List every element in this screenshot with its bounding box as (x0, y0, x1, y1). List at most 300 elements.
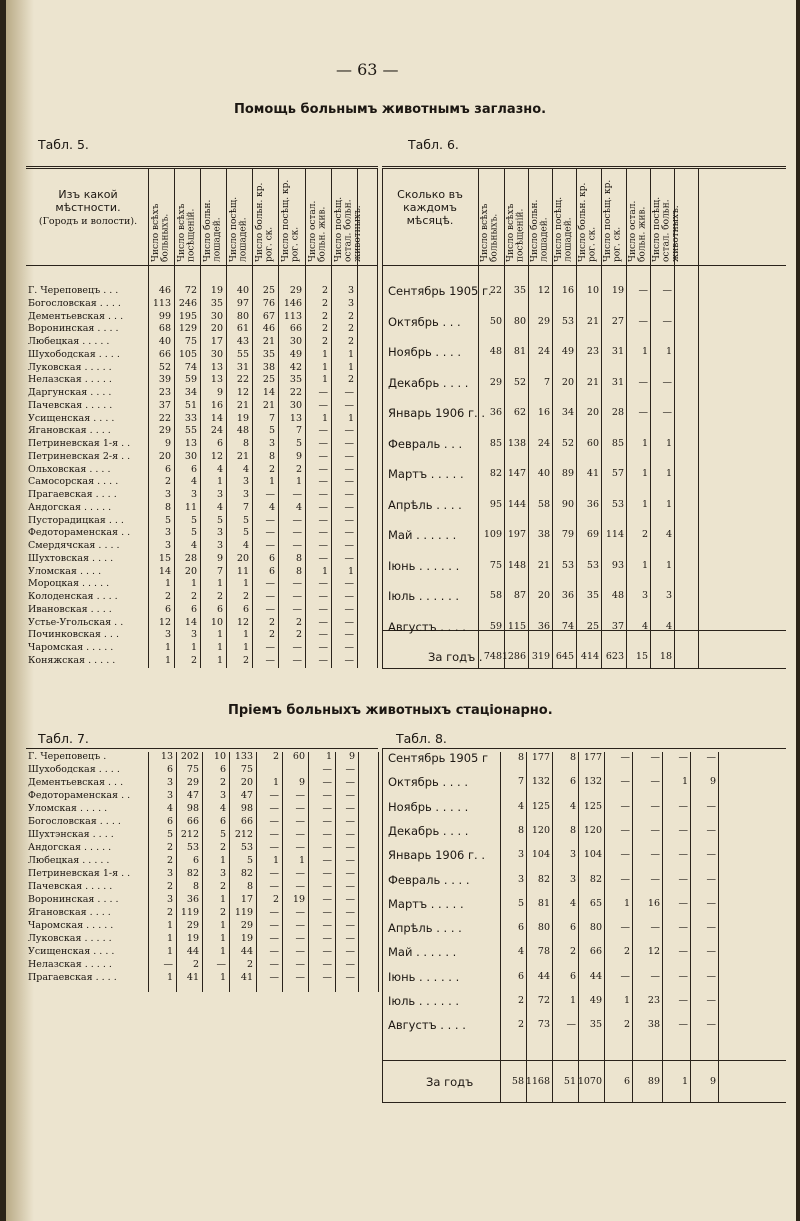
table5-row-label: Петриневская 2-я . . (28, 450, 131, 462)
table8-cell: 66 (589, 946, 602, 958)
table7-cell: — (345, 959, 355, 970)
table7-cell: — (295, 907, 305, 918)
table5-cell: 49 (289, 348, 302, 360)
table8-cell: 8 (517, 824, 524, 836)
table8-cell: — (678, 752, 688, 763)
table8-cell: 6 (569, 922, 576, 934)
table8-cell: 104 (583, 849, 602, 861)
table5-cell: 3 (164, 527, 171, 539)
table7-cell: — (345, 803, 355, 814)
table5-cell: 5 (190, 527, 197, 539)
table6-cell: 4 (641, 620, 648, 632)
table6-cell: 41 (586, 468, 599, 479)
table6-total-cell: 748 (483, 651, 502, 662)
table6-cell: — (662, 315, 672, 327)
table7-cell: — (216, 959, 226, 970)
table8-cell: 4 (569, 897, 576, 909)
table7-cell: — (295, 933, 305, 944)
table7-label: Табл. 7. (38, 731, 89, 746)
table7-cell: — (345, 946, 355, 957)
table5-row-label: Пусторадицкая . . . (28, 514, 124, 526)
table8-cell: 44 (537, 970, 550, 982)
table5-cell: 20 (158, 450, 171, 462)
table6-cell: 74 (561, 620, 574, 632)
table6-cell: 79 (561, 529, 574, 540)
table5-cell: 35 (262, 348, 275, 360)
table5-cell: 34 (184, 387, 197, 398)
table5-cell: 51 (184, 399, 197, 411)
table7-cell: — (345, 881, 355, 892)
table5-cell: 24 (210, 425, 223, 437)
table7-row-label: Ягановская . . . . (28, 907, 111, 918)
table8-cell: — (620, 970, 630, 982)
table7-cell: — (345, 868, 355, 879)
table6-cell: 12 (537, 285, 550, 296)
table8-cell: 81 (537, 897, 550, 909)
table5-cell: 113 (283, 310, 302, 322)
table8-cell: 9 (709, 776, 716, 788)
table6-total-cell: 1286 (501, 651, 526, 662)
table5-row-label: Федотораменская . . (28, 527, 131, 539)
table5-cell: 1 (321, 412, 328, 424)
table5-column-header: Число остал. больн. жив. (308, 200, 328, 262)
table6-cell: 7 (543, 376, 550, 388)
table8-cell: 78 (537, 946, 550, 958)
table8-cell: — (678, 946, 688, 958)
table8-cell: — (678, 970, 688, 982)
table5-cell: — (292, 489, 302, 500)
table7-cell: 1 (166, 972, 173, 983)
table6-cell: 25 (586, 620, 599, 632)
table7-cell: 6 (192, 855, 199, 866)
table6-cell: 27 (611, 315, 624, 327)
table5-cell: 2 (268, 629, 275, 641)
table5-row-label: Самосорская . . . . (28, 476, 119, 488)
table8-row-label: Іюнь . . . . . . (388, 969, 460, 984)
table5-cell: 1 (321, 565, 328, 577)
table7-cell: — (322, 764, 332, 775)
table8-row-label: Іюль . . . . . . (388, 994, 460, 1008)
table5-cell: — (265, 603, 275, 615)
table6-cell: 80 (513, 315, 526, 327)
table6-row-label: Іюнь . . . . . . (388, 558, 460, 573)
table8-cell: — (620, 922, 630, 934)
table6-cell: 93 (611, 559, 624, 571)
table8-cell: 8 (569, 752, 576, 763)
table8-cell: — (620, 800, 630, 812)
table5-cell: 20 (184, 565, 197, 577)
table7-cell: — (322, 842, 332, 853)
table6-top-rule-2 (382, 168, 786, 169)
table6-cell: 21 (586, 315, 599, 327)
table8-cell: 4 (517, 800, 524, 812)
table5-cell: 25 (262, 374, 275, 386)
table8-cell: 3 (517, 873, 524, 885)
table5-cell: — (265, 642, 275, 653)
table5-cell: 8 (268, 450, 275, 462)
table7-row-label: Любецкая . . . . . (28, 855, 110, 866)
table5-cell: 11 (236, 565, 249, 577)
table7-cell: 2 (219, 842, 226, 853)
table6-cell: 52 (561, 437, 574, 449)
table5-cell: — (344, 425, 354, 437)
table6-row-label: Іюль . . . . . . (388, 589, 460, 603)
table7-cell: 98 (186, 803, 199, 814)
table8-cell: — (706, 995, 716, 1006)
table5-cell: 4 (216, 501, 223, 513)
table7-row-label: Петриневская 1-я . . (28, 868, 131, 879)
table7-cell: — (295, 920, 305, 931)
table5-cell: — (265, 578, 275, 590)
table6-cell: 1 (665, 498, 672, 510)
table5-row-label: Г. Череповецъ . . . (28, 285, 119, 296)
table5-cell: — (318, 399, 328, 411)
table5-cell: 3 (268, 438, 275, 449)
table8-cell: 8 (517, 752, 524, 763)
table5-cell: 10 (210, 616, 223, 628)
table5-cell: 46 (158, 285, 171, 296)
table7-cell: 1 (298, 855, 305, 866)
table7-cell: 20 (240, 777, 253, 788)
table7-cell: — (322, 933, 332, 944)
table6-total-cell: 414 (580, 651, 599, 662)
table7-cell: 1 (272, 777, 279, 788)
table5-label: Табл. 5. (38, 137, 89, 152)
table7-cell: — (345, 855, 355, 866)
table6-cell: 20 (561, 376, 574, 388)
table8-cell: 16 (647, 897, 660, 909)
table6-column-header: Число всѣхъ посѣщеній. (506, 203, 526, 262)
table5-cell: 2 (190, 654, 197, 666)
table8-cell: — (650, 776, 660, 788)
table7-cell: 1 (325, 751, 332, 762)
table7-cell: 2 (219, 777, 226, 788)
table8-cell: 6 (569, 776, 576, 788)
table7-cell: 29 (240, 920, 253, 931)
table5-cell: 2 (321, 310, 328, 322)
table5-cell: 22 (236, 374, 249, 386)
table8-cell: 38 (647, 1019, 660, 1031)
table5-cell: 66 (158, 348, 171, 360)
table7-cell: — (269, 920, 279, 931)
table5-cell: — (318, 489, 328, 500)
table5-cell: — (318, 387, 328, 398)
table7-row-label: Андогская . . . . . (28, 842, 112, 853)
table5-row-label: Починковская . . . (28, 629, 119, 641)
table5-cell: — (318, 629, 328, 641)
table5-cell: 28 (184, 552, 197, 564)
table7-cell: 2 (166, 881, 173, 892)
table6-cell: 60 (586, 437, 599, 449)
table6-cell: 23 (586, 346, 599, 357)
table6-cell: 58 (489, 590, 502, 601)
table5-cell: 16 (210, 399, 223, 411)
table5-cell: 59 (184, 374, 197, 386)
table5-cell: 1 (216, 642, 223, 653)
table6-row-label: Сентябрь 1905 г. (388, 284, 492, 298)
table5-row-label: Колоденская . . . . (28, 591, 118, 602)
table5-cell: — (344, 450, 354, 462)
table5-cell: 5 (295, 438, 302, 449)
table5-cell: 30 (289, 399, 302, 411)
table7-cell: 133 (234, 751, 253, 762)
table5-cell: 30 (289, 336, 302, 347)
table8-cell: — (706, 849, 716, 861)
table5-top-rule (26, 166, 378, 167)
table6-cell: 59 (489, 620, 502, 632)
table7-cell: 2 (166, 855, 173, 866)
table5-cell: 2 (295, 463, 302, 475)
table5-cell: 12 (236, 616, 249, 628)
table5-row-label: Ольховская . . . . (28, 463, 111, 475)
table5-cell: 1 (242, 629, 249, 641)
table5-cell: 2 (164, 591, 171, 602)
table5-cell: 4 (295, 501, 302, 513)
table6-row-label: Ноябрь . . . . (388, 345, 462, 359)
table8-cell: — (566, 1019, 576, 1031)
table5-cell: — (292, 654, 302, 666)
table8-cell: 120 (583, 824, 602, 836)
table6-cell: 16 (537, 407, 550, 418)
table6-cell: 20 (586, 407, 599, 418)
table7-row-label: Пачевская . . . . . (28, 881, 113, 892)
page-number: — 63 — (336, 60, 399, 79)
table7-cell: 6 (219, 816, 226, 827)
table6-cell: — (662, 407, 672, 418)
table6-column-divider (698, 168, 699, 668)
table6-cell: 53 (561, 315, 574, 327)
table8-cell: 80 (537, 922, 550, 934)
table8-row-label: Декабрь . . . . (388, 823, 469, 838)
table5-cell: 14 (158, 565, 171, 577)
table5-cell: 2 (268, 463, 275, 475)
table5-cell: 13 (210, 374, 223, 386)
table6-cell: 36 (489, 407, 502, 418)
table7-cell: — (322, 907, 332, 918)
table6-total-cell: 645 (555, 651, 574, 662)
table5-cell: 2 (242, 591, 249, 602)
table7-cell: 75 (186, 764, 199, 775)
table5-cell: 2 (216, 591, 223, 602)
table6-cell: 1 (665, 346, 672, 357)
table5-cell: 2 (321, 297, 328, 309)
table5-cell: 72 (184, 285, 197, 296)
table8-row-label: Ноябрь . . . . . (388, 799, 469, 814)
table8-cell: — (678, 922, 688, 934)
table5-cell: 19 (236, 412, 249, 424)
table5-cell: 21 (262, 336, 275, 347)
table5-cell: 74 (184, 361, 197, 373)
table6-total-cell: 15 (635, 651, 648, 662)
table5-cell: 30 (210, 310, 223, 322)
table6-cell: 1 (665, 468, 672, 479)
table8-cell: 2 (517, 995, 524, 1006)
table7-cell: 3 (219, 868, 226, 879)
table5-cell: 7 (216, 565, 223, 577)
table6-total-cell: 623 (605, 651, 624, 662)
table5-cell: 3 (164, 489, 171, 500)
table6-bottom-rule (382, 668, 786, 669)
table6-cell: 35 (586, 590, 599, 601)
table8-row-label: Сентябрь 1905 г (388, 751, 489, 765)
table8-cell: 6 (517, 970, 524, 982)
table8-total-cell: 1168 (525, 1076, 550, 1087)
table7-cell: 2 (166, 907, 173, 918)
table6-cell: 82 (489, 468, 502, 479)
table8-cell: — (650, 849, 660, 861)
table7-row-label: Воронинская . . . . (28, 894, 119, 905)
table7-cell: — (295, 881, 305, 892)
table5-cell: — (292, 578, 302, 590)
table5-row-label: Прагаевская . . . . (28, 489, 117, 500)
table5-cell: 2 (321, 285, 328, 296)
table5-cell: 3 (242, 476, 249, 488)
table8-total-cell: 51 (563, 1076, 576, 1087)
table8-cell: 35 (589, 1019, 602, 1031)
table7-cell: — (322, 816, 332, 827)
table5-row-label: Богословская . . . . (28, 297, 121, 309)
table5-cell: 1 (347, 565, 354, 577)
table6-cell: 19 (611, 285, 624, 296)
table8-row-label: Августъ . . . . (388, 1018, 466, 1033)
table5-cell: 1 (295, 476, 302, 488)
table8-cell: — (706, 824, 716, 836)
table5-cell: — (344, 552, 354, 564)
table7-cell: 4 (219, 803, 226, 814)
table5-cell: 7 (268, 412, 275, 424)
table5-cell: 1 (242, 578, 249, 590)
table8-cell: 125 (583, 800, 602, 812)
table6-cell: 53 (586, 559, 599, 571)
table6-cell: 28 (611, 407, 624, 418)
table5-cell: 9 (216, 387, 223, 398)
table8-cell: 6 (569, 970, 576, 982)
table5-cell: 2 (190, 591, 197, 602)
table7-row-label: Уломская . . . . . (28, 803, 108, 814)
table6-cell: 48 (489, 346, 502, 357)
table8-row-label: Февраль . . . . (388, 872, 470, 887)
table6-label: Табл. 6. (408, 137, 459, 152)
table6-row-label: Май . . . . . . (388, 528, 457, 542)
table5-cell: 37 (158, 399, 171, 411)
table5-cell: 14 (262, 387, 275, 398)
table8-cell: 177 (531, 752, 550, 763)
table5-cell: 2 (347, 310, 354, 322)
table7-cell: 2 (166, 842, 173, 853)
table5-column-header: Число посѣщ. остал. больн. животныхъ. (334, 196, 363, 262)
table5-cell: 61 (236, 323, 249, 335)
table5-cell: 2 (295, 616, 302, 628)
table8-cell: — (620, 776, 630, 788)
table7-cell: 8 (246, 881, 253, 892)
table7-cell: — (322, 777, 332, 788)
table5-cell: — (318, 527, 328, 539)
table5-header (28, 188, 148, 227)
table7-cell: 202 (180, 751, 199, 762)
table6-cell: 21 (537, 559, 550, 571)
table5-cell: — (265, 514, 275, 526)
table5-cell: 3 (216, 489, 223, 500)
table7-cell: 17 (240, 894, 253, 905)
table5-cell: 99 (158, 310, 171, 322)
table5-cell: 31 (236, 361, 249, 373)
table5-header-sub: (Городъ и волости). (38, 216, 138, 227)
table6-cell: 1 (641, 559, 648, 571)
table5-cell: 43 (236, 336, 249, 347)
table6-cell: 1 (641, 437, 648, 449)
table7-cell: 1 (166, 933, 173, 944)
table8-cell: — (706, 970, 716, 982)
table8-cell: — (706, 800, 716, 812)
table7-cell: — (345, 842, 355, 853)
table7-cell: 2 (219, 907, 226, 918)
table5-cell: 21 (236, 450, 249, 462)
table5-cell: 5 (164, 514, 171, 526)
table6-row-label: Октябрь . . . (388, 314, 461, 329)
table6-cell: 89 (561, 468, 574, 479)
table6-cell: 24 (537, 437, 550, 449)
table5-cell: — (292, 527, 302, 539)
table5-cell: 2 (347, 323, 354, 335)
table7-cell: — (345, 777, 355, 788)
table5-cell: 3 (347, 297, 354, 309)
table5-cell: 1 (216, 578, 223, 590)
table7-cell: 44 (240, 946, 253, 957)
table5-cell: 23 (158, 387, 171, 398)
table5-row-label: Дементьевская . . . (28, 310, 124, 322)
table6-cell: 109 (483, 529, 502, 540)
table5-cell: 66 (289, 323, 302, 335)
table5-cell: 75 (184, 336, 197, 347)
table5-cell: 146 (283, 297, 302, 309)
table5-row-label: Чаромская . . . . . (28, 642, 114, 653)
table7-column-divider (358, 752, 359, 992)
table5-column-header: Число больн. лошадей. (203, 199, 223, 262)
table6-cell: 69 (586, 529, 599, 540)
table6-cell: 22 (489, 285, 502, 296)
table5-cell: — (344, 501, 354, 513)
table5-cell: 1 (190, 578, 197, 590)
table8-cell: 8 (569, 824, 576, 836)
table5-cell: 5 (242, 527, 249, 539)
table6-cell: 1 (641, 468, 648, 479)
table7-cell: — (295, 816, 305, 827)
table5-row-label: Даргунская . . . . (28, 387, 112, 398)
table5-row-label: Коняжская . . . . . (28, 654, 116, 666)
table7-cell: 53 (186, 842, 199, 853)
table5-cell: 21 (236, 399, 249, 411)
table6-cell: 49 (561, 346, 574, 357)
table5-cell: 8 (295, 565, 302, 577)
table7-cell: — (269, 933, 279, 944)
table5-cell: — (318, 552, 328, 564)
table5-cell: 5 (242, 514, 249, 526)
table8-cell: — (706, 873, 716, 885)
table6-cell: 85 (611, 437, 624, 449)
table7-cell: 1 (219, 855, 226, 866)
table8-cell: 2 (623, 1019, 630, 1031)
table8-cell: 132 (531, 776, 550, 788)
table8-total-cell: 6 (623, 1076, 630, 1087)
table5-cell: 80 (236, 310, 249, 322)
table7-cell: 98 (240, 803, 253, 814)
table5-cell: — (265, 489, 275, 500)
table7-cell: — (269, 816, 279, 827)
table6-cell: 36 (561, 590, 574, 601)
table6-column-header: Число посѣщ. кр. рог. ск. (603, 179, 623, 262)
table8-cell: — (678, 1019, 688, 1031)
table6-header-rule (382, 265, 786, 266)
